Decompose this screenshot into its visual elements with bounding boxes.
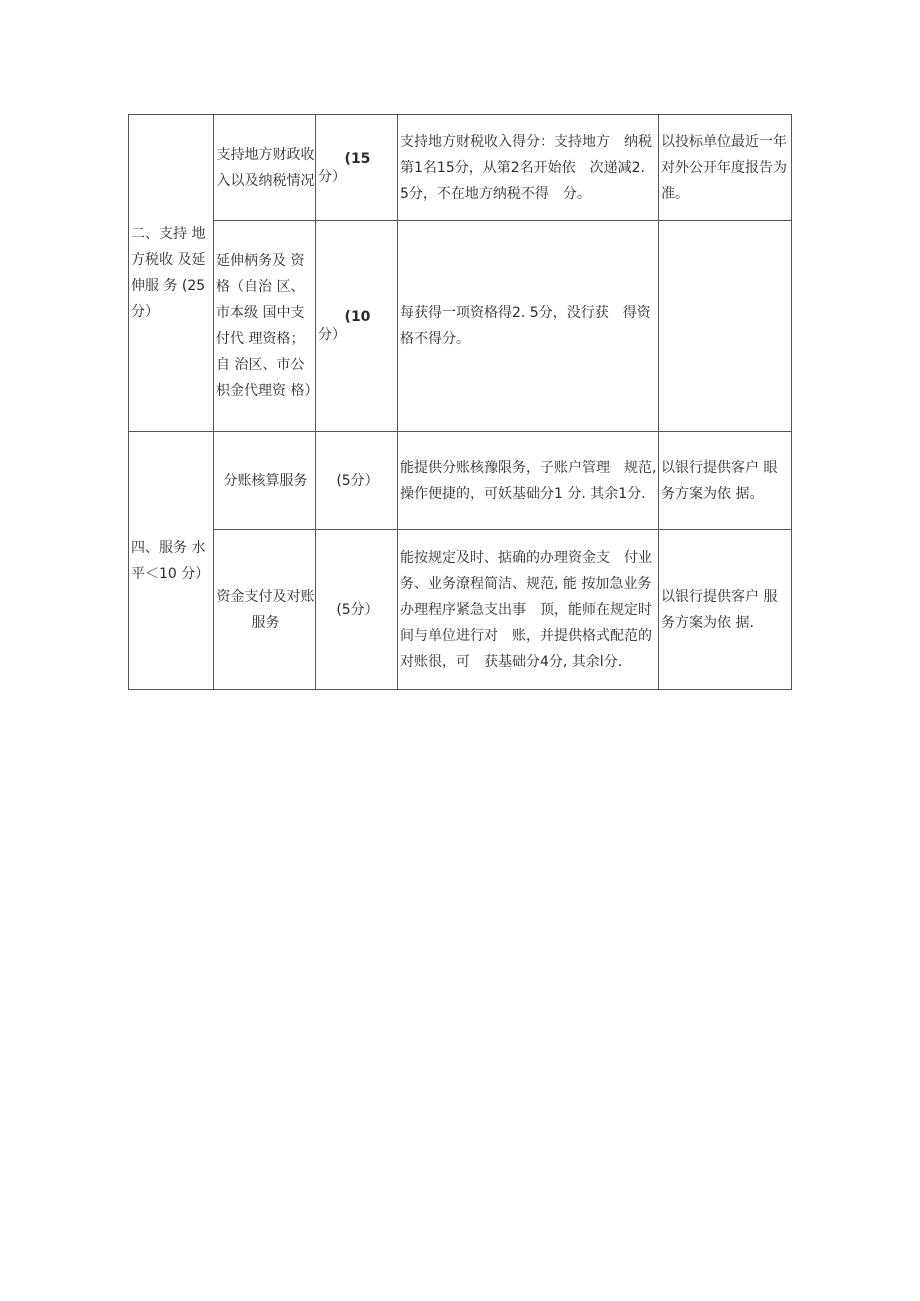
points-cell [316, 221, 398, 432]
points-unit: 分） [318, 168, 346, 185]
table-row [129, 221, 792, 432]
basis-cell: 以投标单位最近一年对外公开年度报告为准。 [659, 115, 792, 221]
category-cell: 四、服务 水平＜10 分） [129, 432, 214, 690]
item-cell: 延伸柄务及 资格（自治 区、市本级 国中支付代 理资格；自 治区、市公 枳金代理资 格） [214, 221, 316, 432]
scoring-table [128, 114, 792, 690]
item-cell: 分账核算服务 [214, 432, 316, 530]
table-row [129, 530, 792, 690]
criteria-cell: 支持地方财税收入得分：支持地方 纳税第1名15分，从第2名开始依 次递减2. 5分，不在地方纳税不得 分。 [398, 115, 659, 221]
table-row [129, 432, 792, 530]
criteria-cell: 能提供分账核豫限务，子账户管理 规范, 操作便捷的，可妖基础分1 分. 其余1分. [398, 432, 659, 530]
basis-cell [659, 221, 792, 432]
basis-cell: 以银行提供客户 眼务方案为依 据。 [659, 432, 792, 530]
points-number: (15 [344, 150, 371, 167]
category-cell: 二、支持 地方税收 及延伸服 务 (25分） [129, 115, 214, 432]
table-row [129, 115, 792, 221]
basis-cell: 以银行提供客户 服务方案为依 据. [659, 530, 792, 690]
points-unit: 分） [318, 327, 346, 343]
points-cell: (5分） [316, 530, 398, 690]
item-cell: 支持地方财政收入以及纳税情况 [214, 115, 316, 221]
criteria-cell: 能按规定及时、掂确的办理资金支 付业务、业务潦程简洁、规范, 能 按加急业务办理程序紧急支出事 顶，能师在规定时间与单位进行对 账，并提供格式配范的对账很，可 获基础分4分, 其余l分. [398, 530, 659, 690]
points-number: (10 [344, 309, 371, 325]
points-cell [316, 115, 398, 221]
criteria-cell: 每获得一项资格得2. 5分，没行获 得资格不得分。 [398, 221, 659, 432]
points-cell: (5分） [316, 432, 398, 530]
item-cell: 资金支付及对账服务 [214, 530, 316, 690]
